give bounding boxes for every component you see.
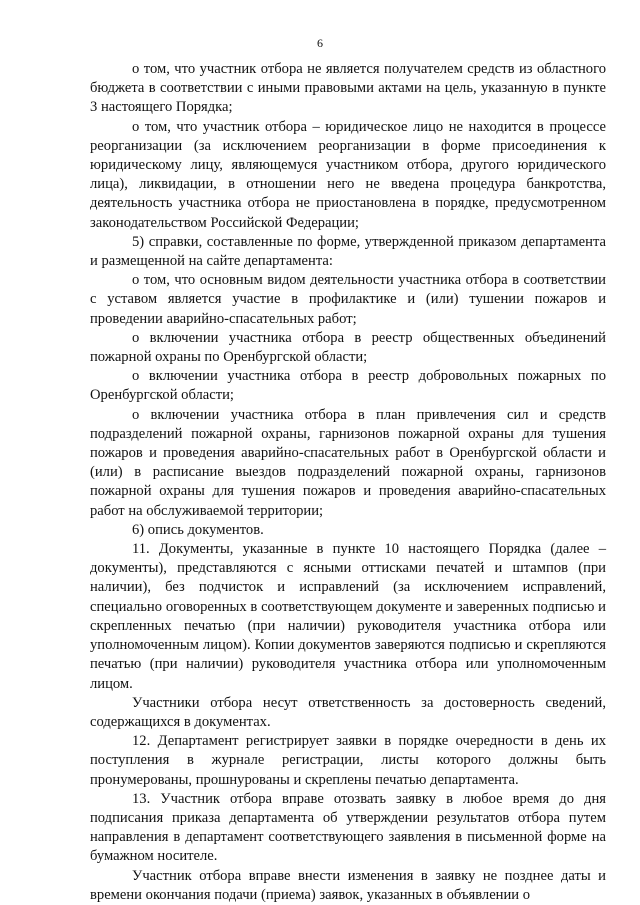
paragraph-inventory: 6) опись документов. bbox=[132, 521, 264, 538]
paragraph-amendments: Участник отбора вправе внести изменения в заявку не позднее даты и времени окончания подачи (приема) заявок, указанных в объявлении о bbox=[90, 867, 606, 903]
paragraph-item-12: 12. Департамент регистрирует заявки в порядке очередности в день их поступления в журнале регистрации, листы которого должны быть пронумерованы, прошнурованы и скреплены печатью департамента. bbox=[90, 733, 606, 788]
paragraph-not-recipient: о том, что участник отбора не является получателем средств из областного бюджета в соответствии с иными правовыми актами на цель, указанную в пункте 3 настоящего Порядка; bbox=[90, 61, 606, 116]
paragraph-not-reorganizing: о том, что участник отбора – юридическое лицо не находится в процессе реорганизации (за исключением реорганизации в форме присоединения к юридическому лицу, являющемуся участником отбора, другого юридического лица), ликвидации, в отношении него не введена процедура банкротства, деятельность участника отбора не приостановлена в порядке, предусмотренном законодательством Российской Федерации; bbox=[90, 118, 606, 231]
paragraph-public-registry: о включении участника отбора в реестр общественных объединений пожарной охраны по Оренбургской области; bbox=[90, 329, 606, 366]
paragraph-volunteer-registry: о включении участника отбора в реестр добровольных пожарных по Оренбургской области; bbox=[90, 368, 606, 404]
page-number: 6 bbox=[317, 36, 323, 50]
paragraph-forces-plan: о включении участника отбора в план привлечения сил и средств подразделений пожарной охраны, гарнизонов пожарной охраны для тушения пожаров и проведения аварийно-спасательных работ в Оренбургской области и (или) в расписание выездов подразделений пожарной охраны, гарнизонов пожарной охраны для тушения пожаров и проведения аварийно-спасательных работ на обслуживаемой территории; bbox=[90, 406, 606, 519]
paragraph-main-activity: о том, что основным видом деятельности участника отбора в соответствии с уставом является участие в профилактике и (или) тушении пожаров и проведении аварийно-спасательных работ; bbox=[90, 272, 606, 327]
paragraph-certificates: 5) справки, составленные по форме, утвержденной приказом департамента и размещенной на сайте департамента: bbox=[90, 233, 606, 270]
paragraph-item-13: 13. Участник отбора вправе отозвать заявку в любое время до дня подписания приказа департамента об утверждении результатов отбора путем направления в департамент соответствующего заявления в письменной форме на бумажном носителе. bbox=[90, 790, 606, 865]
paragraph-item-11: 11. Документы, указанные в пункте 10 настоящего Порядка (далее – документы), представляются с ясными оттисками печатей и штампов (при наличии), без подчисток и исправлений (за исключением исправлений, специально оговоренных в соответствующем документе и заверенных подписью и скрепленных печатью (при наличии) руководителя участника отбора или уполномоченным лицом). Копии документов заверяются подписью и скрепляются печатью (при наличии) руководителя участника отбора или уполномоченным лицом. bbox=[90, 541, 606, 692]
document-body bbox=[90, 60, 606, 905]
paragraph-responsibility: Участники отбора несут ответственность за достоверность сведений, содержащихся в документах. bbox=[90, 694, 606, 730]
